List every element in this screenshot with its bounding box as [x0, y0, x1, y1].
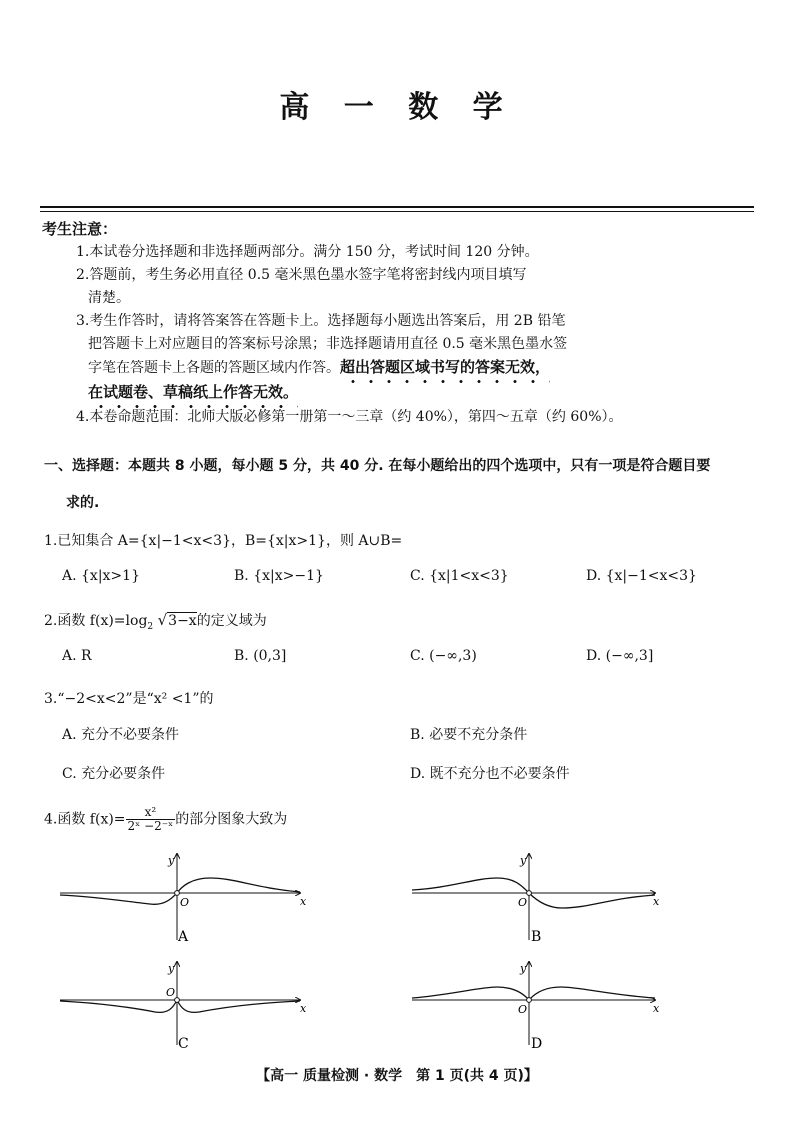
graph-a-label: A: [178, 929, 189, 945]
question-2-log-base: 2: [147, 621, 154, 632]
question-1-stem: 1.已知集合 A={x|−1<x<3}，B={x|x>1}，则 A∪B=: [44, 533, 403, 549]
question-2-stem: 2.函数 $f(x)=\log_2$ √3−x的定义域为: [44, 611, 267, 632]
question-2-stem-pre: 2.函数 f(x)=log: [44, 613, 148, 629]
graph-d-origin-hole: [527, 998, 532, 1003]
graph-a-x-label: x: [300, 895, 307, 908]
header-rule-bottom: [40, 211, 754, 212]
graph-c-origin-label: O: [166, 986, 176, 999]
graph-d-origin-label: O: [518, 1003, 528, 1016]
notice-item-3-line1: 3.考生作答时，请将答案答在答题卡上。选择题每小题选出答案后，用 2B 铅笔: [76, 313, 566, 329]
question-3-option-c: C. 充分必要条件: [62, 766, 166, 782]
graph-d-label: D: [531, 1036, 543, 1052]
graph-b: [412, 854, 660, 945]
notice-item-1: 1.本试卷分选择题和非选择题两部分。满分 150 分，考试时间 120 分钟。: [76, 244, 539, 260]
page-footer: 【高一 质量检测 · 数学 第 1 页(共 4 页)】: [256, 1068, 538, 1084]
graph-b-label: B: [531, 929, 542, 945]
graph-a-origin-hole: [175, 891, 180, 896]
question-4-stem-post: 的部分图象大致为: [175, 811, 288, 828]
question-3-option-b: B. 必要不充分条件: [410, 727, 528, 743]
graph-c-x-label: x: [300, 1002, 307, 1015]
question-4-stem: [44, 806, 287, 833]
graph-a-origin-label: O: [180, 896, 190, 909]
notice-item-3-line3a: 字笔在答题卡上各题的答题区域内作答。: [88, 360, 340, 376]
question-4-fraction: [126, 806, 176, 833]
question-2-option-b: B. (0,3]: [234, 648, 287, 664]
notice-item-3-line4: [88, 381, 298, 402]
graph-c-origin-hole: [175, 998, 180, 1003]
question-4-graphs: [0, 840, 794, 1065]
graph-b-x-label: x: [653, 895, 660, 908]
question-1-option-b: B. {x|x>−1}: [234, 568, 324, 584]
graph-c-y-label: y: [168, 962, 175, 975]
graph-c-label: C: [178, 1036, 189, 1052]
notice-item-2-line2: 清楚。: [88, 290, 130, 306]
graph-d-curve: [412, 987, 655, 1000]
notice-item-3-line3: [88, 356, 550, 377]
notice-item-4: 4.本卷命题范围：北师大版必修第一册第一～三章（约 40%），第四～五章（约 60%）。: [76, 409, 623, 425]
notice-emphasis-1: 超出答题区域书写的答案无效，: [340, 358, 550, 384]
question-2-stem-post: 的定义域为: [196, 613, 267, 629]
question-3-option-a: A. 充分不必要条件: [62, 727, 180, 743]
section-heading-line1: 一、选择题：本题共 8 小题，每小题 5 分，共 40 分. 在每小题给出的四个选项中，只有一项是符合题目要: [44, 458, 711, 474]
notice-item-2-line1: 2.答题前，考生务必用直径 0.5 毫米黑色墨水签字笔将密封线内项目填写: [76, 267, 527, 283]
graph-b-origin-hole: [527, 891, 532, 896]
graph-c-curve: [60, 1000, 300, 1012]
question-4-stem-pre: 4.函数 f(x)=: [44, 811, 126, 828]
notice-heading: 考生注意：: [42, 220, 118, 238]
question-2-option-a: A. R: [62, 648, 92, 664]
graph-d: [412, 962, 660, 1052]
notice-emphasis-2: 在试题卷、草稿纸上作答无效。: [88, 383, 298, 409]
graph-d-x-label: x: [653, 1002, 660, 1015]
graph-d-y-label: y: [520, 962, 527, 975]
question-3-stem: 3.“−2<x<2”是“x² <1”的: [44, 691, 214, 707]
question-4-denominator: 2ˣ −2⁻ˣ: [127, 819, 174, 833]
question-1-option-c: C. {x|1<x<3}: [410, 568, 509, 584]
graph-a: [60, 854, 307, 945]
graph-a-y-label: y: [168, 854, 175, 867]
page-title: 高 一 数 学: [279, 90, 515, 125]
question-4-numerator: x²: [126, 806, 176, 820]
section-heading-line2: 求的.: [66, 495, 100, 511]
question-2-option-d: D. (−∞,3]: [586, 648, 654, 664]
graph-b-origin-label: O: [518, 896, 528, 909]
question-1-option-a: A. {x|x>1}: [62, 568, 140, 584]
header-rule-top: [40, 206, 754, 208]
notice-item-3-line2: 把答题卡上对应题目的答案标号涂黑；非选择题请用直径 0.5 毫米黑色墨水签: [88, 336, 568, 352]
question-3-option-d: D. 既不充分也不必要条件: [410, 766, 570, 782]
question-2-radicand: 3−x: [168, 613, 197, 629]
question-1-option-d: D. {x|−1<x<3}: [586, 568, 697, 584]
graph-c: [60, 962, 307, 1052]
question-2-option-c: C. (−∞,3): [410, 648, 477, 664]
graph-b-y-label: y: [520, 854, 527, 867]
